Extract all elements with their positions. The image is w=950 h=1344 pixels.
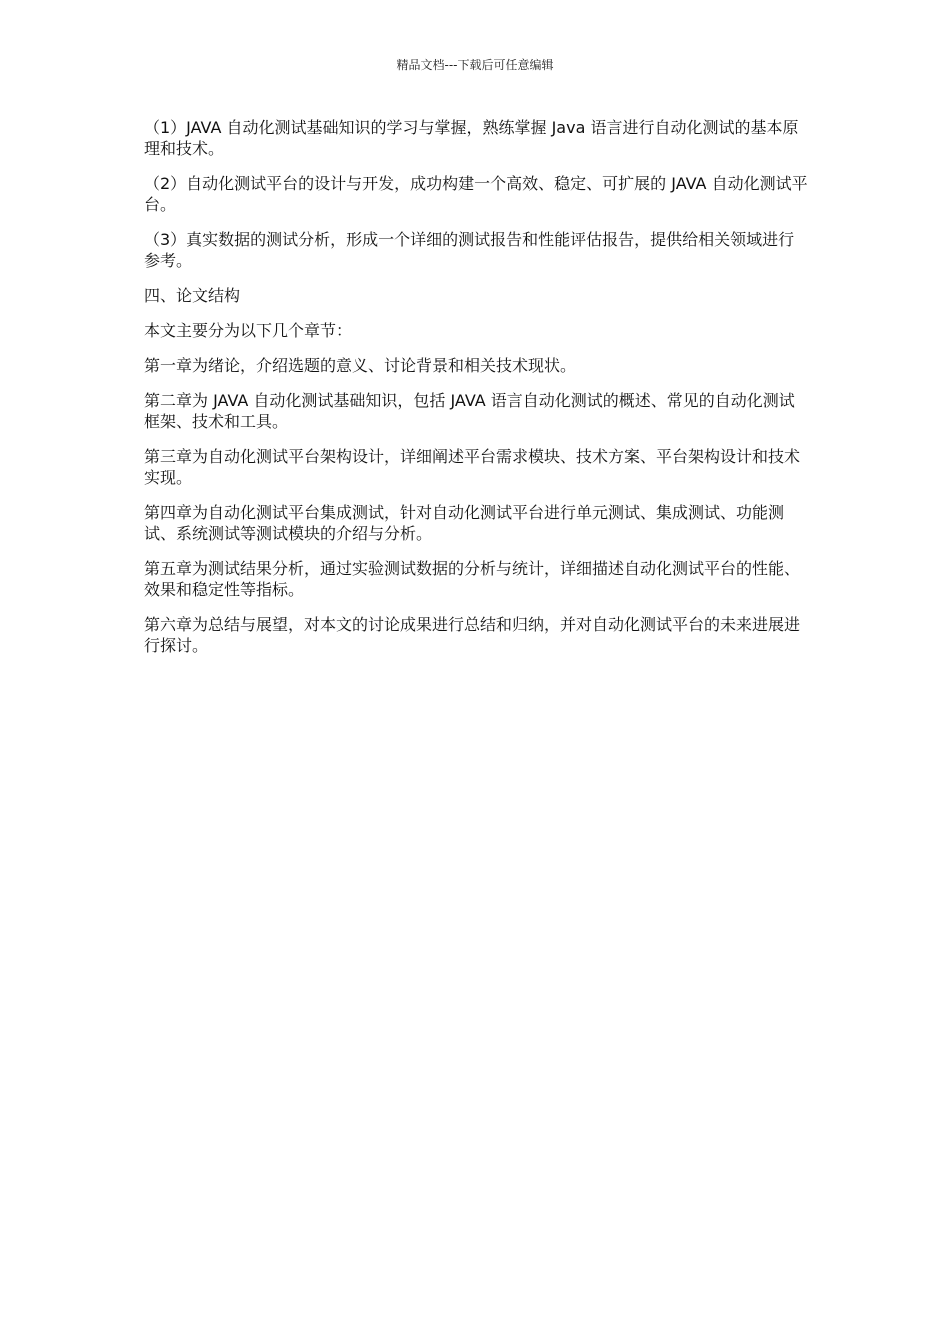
chapter-6-paragraph: 第六章为总结与展望，对本文的讨论成果进行总结和归纳，并对自动化测试平台的未来进展进行探讨。 (144, 615, 801, 655)
objective-1-paragraph: （1）JAVA 自动化测试基础知识的学习与掌握，熟练掌握 Java 语言进行自动化测试的基本原理和技术。 (144, 118, 799, 158)
chapter-5-paragraph: 第五章为测试结果分析，通过实验测试数据的分析与统计，详细描述自动化测试平台的性能、效果和稳定性等指标。 (144, 559, 801, 599)
chapter-1-paragraph: 第一章为绪论，介绍选题的意义、讨论背景和相关技术现状。 (144, 356, 577, 375)
chapter-4-paragraph: 第四章为自动化测试平台集成测试，针对自动化测试平台进行单元测试、集成测试、功能测试、系统测试等测试模块的介绍与分析。 (144, 503, 785, 543)
chapter-3-paragraph: 第三章为自动化测试平台架构设计，详细阐述平台需求模块、技术方案、平台架构设计和技术实现。 (144, 447, 801, 487)
structure-intro-paragraph: 本文主要分为以下几个章节： (144, 321, 353, 340)
page-header: 精品文档---下载后可任意编辑 (396, 58, 554, 72)
objective-2-paragraph: （2）自动化测试平台的设计与开发，成功构建一个高效、稳定、可扩展的 JAVA 自动化测试平台。 (144, 174, 808, 214)
section-heading-structure: 四、论文结构 (144, 286, 241, 305)
objective-3-paragraph: （3）真实数据的测试分析，形成一个详细的测试报告和性能评估报告，提供给相关领域进行参考。 (144, 230, 795, 270)
chapter-2-paragraph: 第二章为 JAVA 自动化测试基础知识，包括 JAVA 语言自动化测试的概述、常见的自动化测试框架、技术和工具。 (144, 391, 795, 431)
document-body (144, 117, 810, 670)
